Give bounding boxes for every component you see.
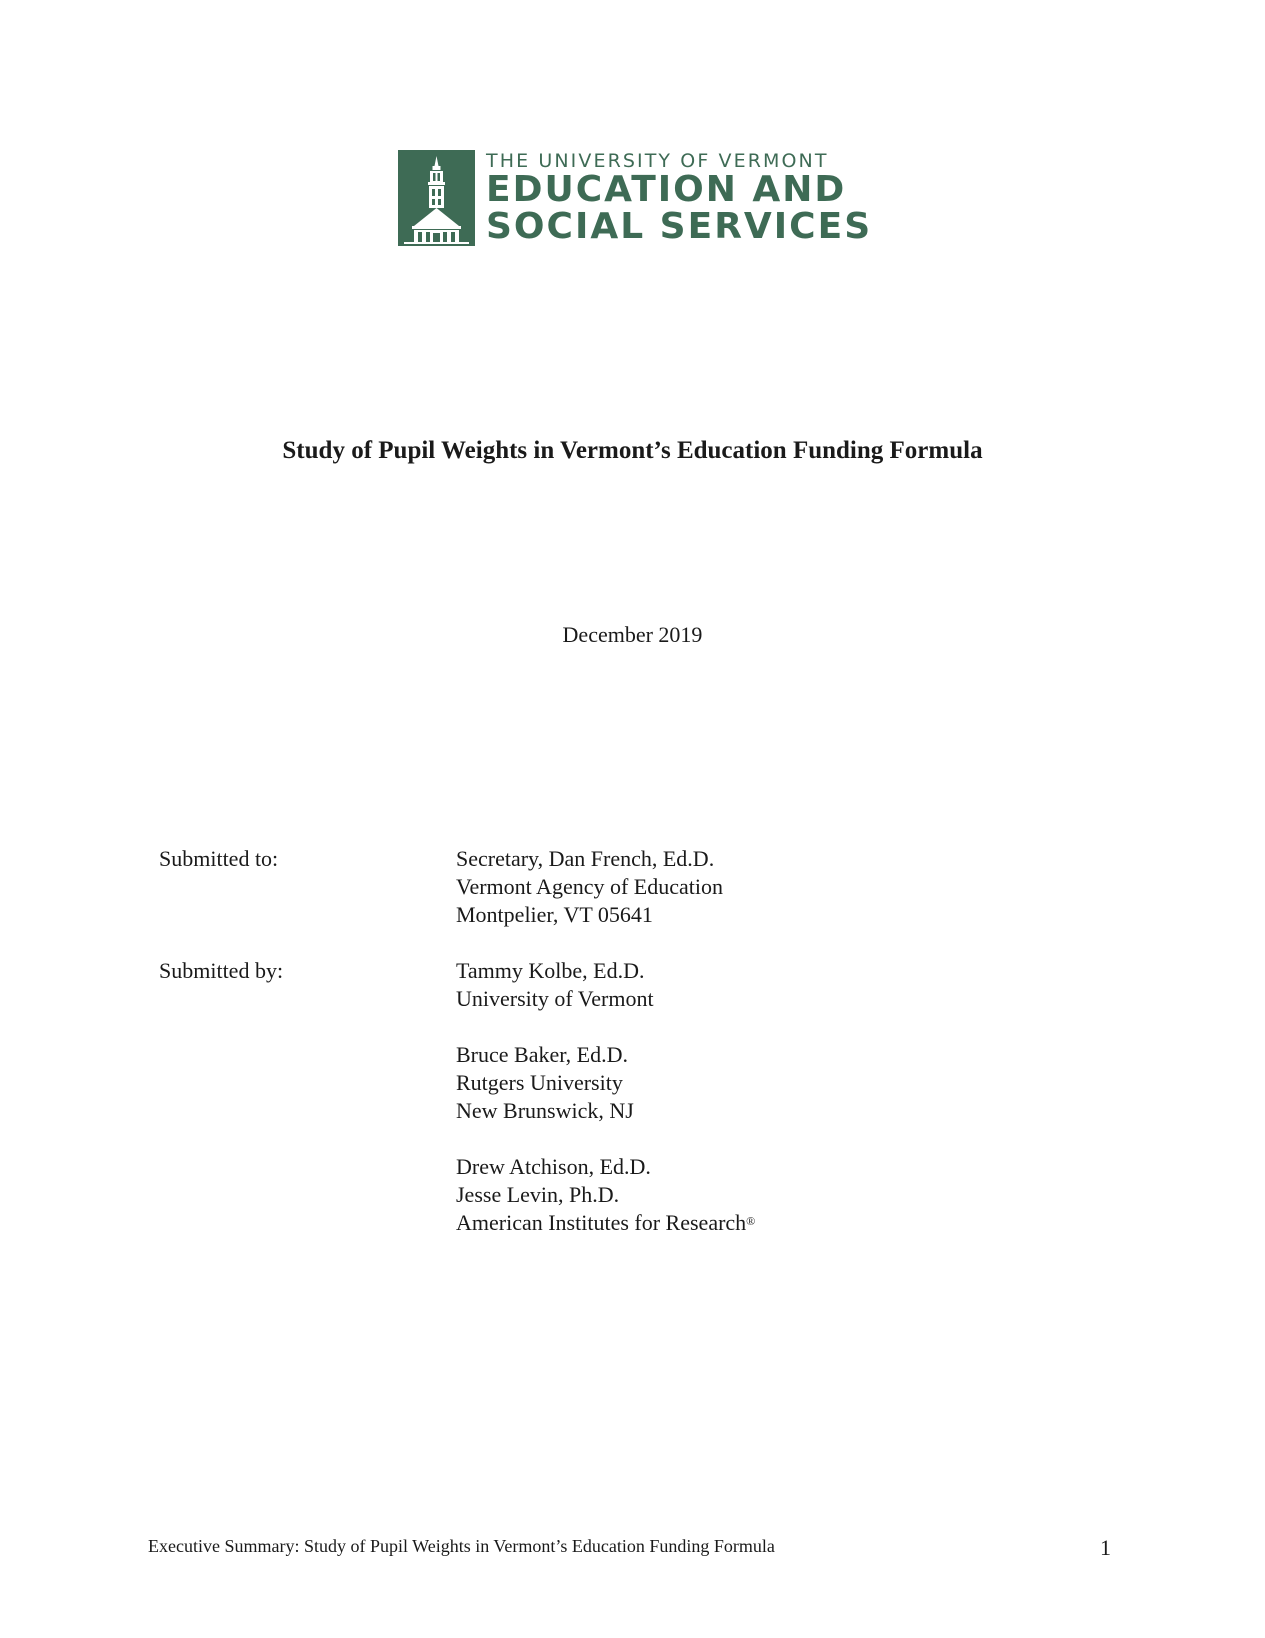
author-group-baker [456,1041,634,1125]
author-group-kolbe [456,957,654,1013]
submitted-to-label: Submitted to: [159,846,279,871]
logo-college-name-line1: EDUCATION AND [486,169,847,210]
author-line: New Brunswick, NJ [456,1098,634,1123]
recipient-line: Montpelier, VT 05641 [456,902,653,927]
logo-wordmark [486,150,873,247]
registered-mark: ® [746,1214,756,1228]
author-group-air [456,1153,755,1237]
air-name: American Institutes for Research [456,1210,747,1235]
page-footer: Executive Summary: Study of Pupil Weights in Vermont’s Education Funding Formula [148,1536,775,1556]
page-number: 1 [1100,1535,1111,1560]
document-date: December 2019 [562,622,703,647]
author-line: Drew Atchison, Ed.D. [456,1154,651,1179]
author-line: Tammy Kolbe, Ed.D. [456,958,645,983]
author-line-air [456,1209,755,1237]
recipient-line: Vermont Agency of Education [456,874,723,899]
uvm-logo [398,150,873,247]
author-line: Bruce Baker, Ed.D. [456,1042,629,1067]
logo-college-name-line2: SOCIAL SERVICES [486,206,873,247]
submitted-to-block [456,845,723,929]
logo-university-name: THE UNIVERSITY OF VERMONT [486,150,829,172]
author-line: Rutgers University [456,1070,623,1095]
author-line: University of Vermont [456,986,654,1011]
submitted-by-label: Submitted by: [159,958,284,983]
recipient-line: Secretary, Dan French, Ed.D. [456,846,715,871]
document-title: Study of Pupil Weights in Vermont’s Education Funding Formula [282,437,983,464]
bell-tower-icon [398,150,475,246]
author-line: Jesse Levin, Ph.D. [456,1182,620,1207]
